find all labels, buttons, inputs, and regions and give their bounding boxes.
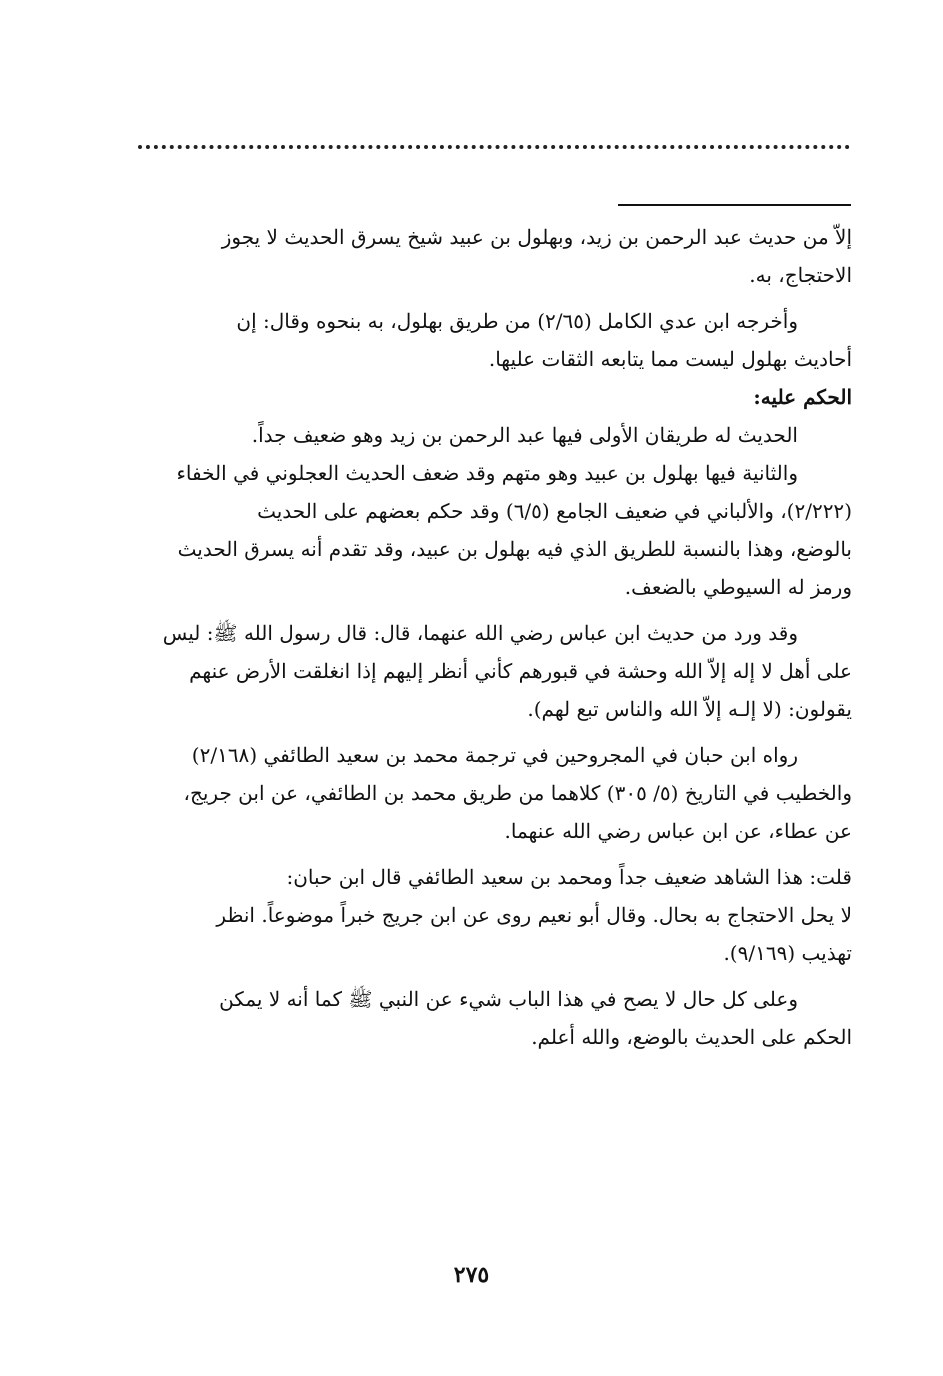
text-line: (٢/٢٢٢)، والألباني في ضعيف الجامع (٦/٥) وقد حكم بعضهم على الحديث xyxy=(257,499,852,523)
text-line: عن عطاء، عن ابن عباس رضي الله عنهما. xyxy=(504,819,852,843)
text-line: على أهل لا إله إلاّ الله وحشة في قبورهم كأني أنظر إليهم إذا انغلقت الأرض عنهم xyxy=(189,659,852,683)
paragraph-gap xyxy=(124,850,852,858)
text-line: الحكم على الحديث بالوضع، والله أعلم. xyxy=(531,1025,852,1049)
text-line: الاحتجاج، به. xyxy=(749,263,852,287)
text-line: إلاّ من حديث عبد الرحمن بن زيد، وبهلول بن عبيد شيخ يسرق الحديث لا يجوز xyxy=(221,225,852,249)
text-line: الحديث له طريقان الأولى فيها عبد الرحمن بن زيد وهو ضعيف جداً. xyxy=(251,423,798,447)
section-heading: الحكم عليه: xyxy=(753,385,852,409)
text-line: يقولون: (لا إلـه إلاّ الله والناس تبع لهم). xyxy=(527,697,852,721)
page-number: ٢٧٥ xyxy=(453,1262,490,1288)
text-line: رواه ابن حبان في المجروحين في ترجمة محمد بن سعيد الطائفي (٢/١٦٨) xyxy=(191,743,798,767)
text-line: والثانية فيها بهلول بن عبيد وهو متهم وقد ضعف الحديث العجلوني في الخفاء xyxy=(176,461,798,485)
paragraph-gap xyxy=(124,728,852,736)
text-line: وأخرجه ابن عدي الكامل (٢/٦٥) من طريق بهلول، به بنحوه وقال: إن xyxy=(236,309,798,333)
paragraph-gap xyxy=(124,972,852,980)
text-line: بالوضع، وهذا بالنسبة للطريق الذي فيه بهلول بن عبيد، وقد تقدم أنه يسرق الحديث xyxy=(177,537,852,561)
text-line: ورمز له السيوطي بالضعف. xyxy=(624,575,852,599)
text-line: تهذيب (٩/١٦٩). xyxy=(723,941,852,965)
paragraph-gap xyxy=(124,606,852,614)
text-line: لا يحل الاحتجاج به بحال. وقال أبو نعيم روى عن ابن جريج خبراً موضوعاً. انظر xyxy=(216,903,852,927)
footnote-rule xyxy=(618,204,851,206)
text-line: والخطيب في التاريخ (٥/ ٣٠٥) كلاهما من طريق محمد بن الطائفي، عن ابن جريج، xyxy=(183,781,852,805)
text-line: وعلى كل حال لا يصح في هذا الباب شيء عن النبي ﷺ كما أنه لا يمكن xyxy=(219,987,798,1011)
text-line: قلت: هذا الشاهد ضعيف جداً ومحمد بن سعيد الطائفي قال ابن حبان: xyxy=(286,865,852,889)
paragraph-gap xyxy=(124,294,852,302)
text-line: أحاديث بهلول ليست مما يتابعه الثقات عليها. xyxy=(488,347,852,371)
text-line: وقد ورد من حديث ابن عباس رضي الله عنهما، قال: قال رسول الله ﷺ: ليس xyxy=(162,621,798,645)
dotted-separator xyxy=(138,145,850,149)
body-text xyxy=(124,218,852,1056)
